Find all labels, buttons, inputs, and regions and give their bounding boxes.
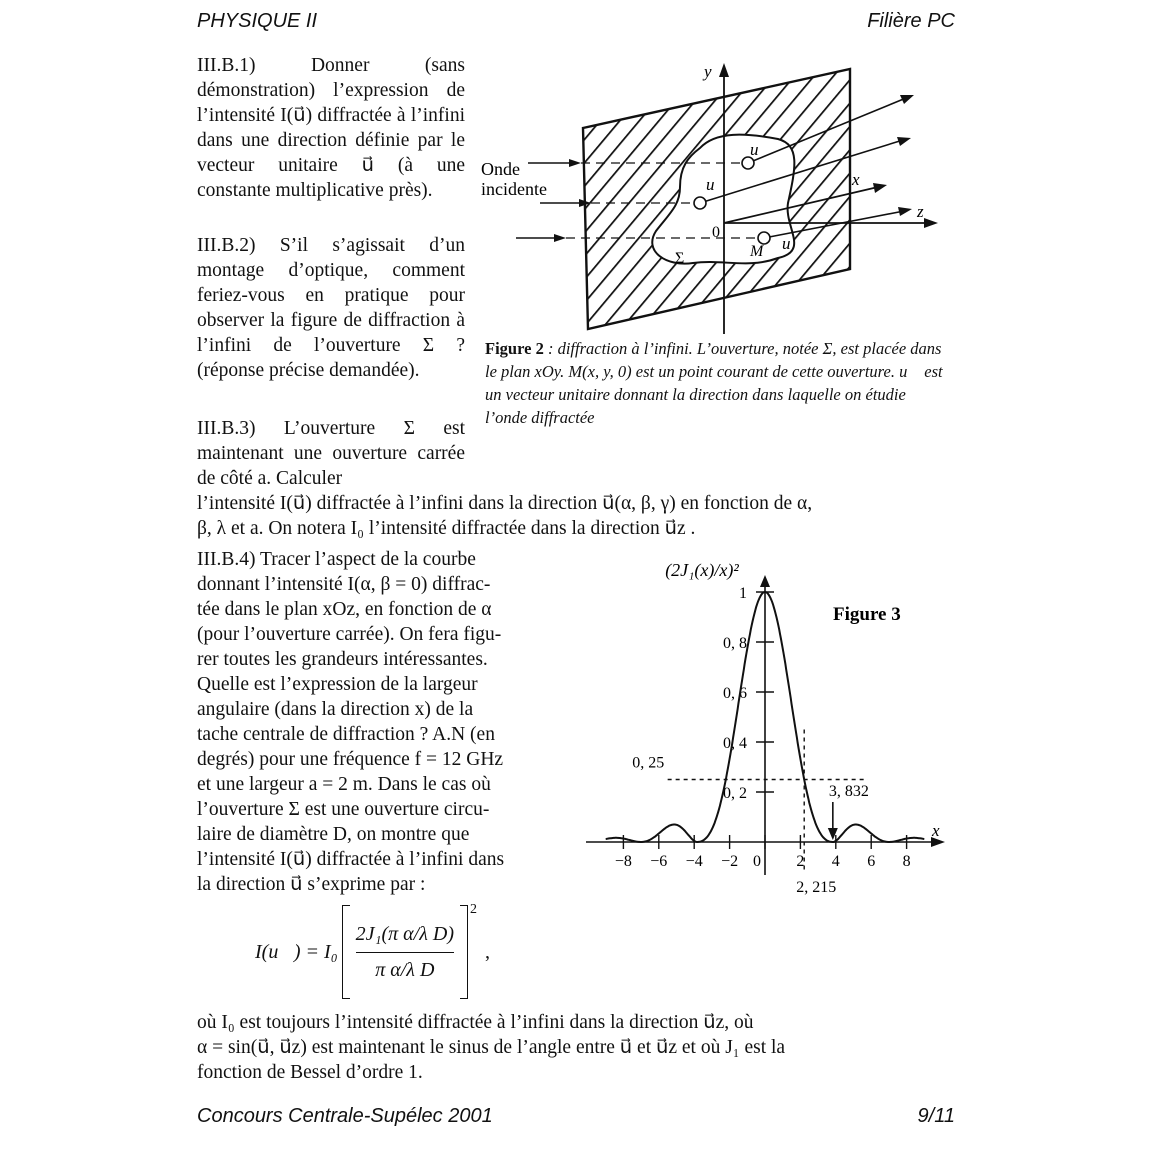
figure-3-chart <box>580 550 960 900</box>
x-tick-label: 0 <box>753 853 761 870</box>
x-tick-label: −8 <box>614 853 632 870</box>
q3-line-1: l’intensité I(u⃗) diffractée à l’infini dans la direction u⃗(α, β, γ) en fonction de α, <box>197 493 813 514</box>
q4-line: Quelle est l’expression de la largeur <box>197 674 478 695</box>
header-right: Filière PC <box>867 10 955 32</box>
chart-y-axis-arrow <box>760 575 770 587</box>
final-line-1: où I₀ est toujours l’intensité diffractée à l’infini dans la direction u⃗z, où <box>197 1012 754 1033</box>
label-z: z <box>917 202 924 221</box>
q4-line: l’ouverture Σ est une ouverture circu- <box>197 799 490 820</box>
q4-line: degrés) pour une fréquence f = 12 GHz <box>197 749 504 770</box>
label-u-2: u⃗ <box>706 175 728 194</box>
figure-2-caption <box>485 337 945 429</box>
formula-lhs: I(u⃗) = I₀ <box>255 940 338 963</box>
chart-title: Figure 3 <box>833 604 901 625</box>
label-onde: Onde <box>481 159 520 179</box>
question-III-B-1: III.B.1) Donner (sans démonstration) l’expression de l’intensité I(u⃗) diffractée à l’infini dans une direction définie par le vecteur unitaire u⃗ (à une constante multiplicative près). <box>197 55 465 201</box>
q4-line: laire de diamètre D, on montre que <box>197 824 470 845</box>
q4-line: donnant l’intensité I(α, β = 0) diffrac- <box>197 574 491 595</box>
chart-x-label: x <box>932 821 940 840</box>
label-origin: 0 <box>712 224 720 241</box>
header-left: PHYSIQUE II <box>197 10 318 32</box>
formula-left-bracket <box>342 905 350 999</box>
q4-line: (pour l’ouverture carrée). On fera figu- <box>197 624 502 645</box>
final-line-3: fonction de Bessel d’ordre 1. <box>197 1062 423 1083</box>
q3-line-2: β, λ et a. On notera I₀ l’intensité diffractée dans la direction u⃗z . <box>197 518 696 539</box>
label-sigma: Σ <box>675 250 685 267</box>
caption-text: : diffraction à l’infini. L’ouverture, notée Σ, est placée dans le plan xOy. M(x, y, 0) est un point courant de cette ouverture. u⃗ est un vecteur unitaire donnant la direction dans laquelle on étudie l’onde diffractée <box>485 339 943 427</box>
y-tick-label: 0, 8 <box>723 635 747 652</box>
q4-line: angulaire (dans la direction x) de la <box>197 699 474 720</box>
label-x: x <box>852 170 860 189</box>
y-tick-label: 0, 2 <box>723 785 747 802</box>
first-zero-label: 3, 832 <box>828 783 869 800</box>
formula-denominator: π α/λ D <box>375 958 435 981</box>
question-III-B-3-start: III.B.3) L’ouverture Σ est maintenant une ouverture carrée de côté a. Calculer <box>197 418 465 489</box>
q4-line: rer toutes les grandeurs intéressantes. <box>197 649 488 670</box>
x-tick-label: −2 <box>721 853 739 870</box>
x-tick-label: 4 <box>831 853 840 870</box>
half-width-label: 2, 215 <box>796 879 837 896</box>
footer-left: Concours Centrale-Supélec 2001 <box>197 1105 493 1127</box>
formula-exponent: 2 <box>470 902 477 917</box>
formula-right-bracket <box>460 905 468 999</box>
label-u-3: u⃗ <box>782 234 804 253</box>
q4-line: III.B.4) Tracer l’aspect de la courbe <box>197 549 476 570</box>
label-M: M <box>750 243 764 260</box>
y-tick-label: 0, 6 <box>723 685 747 702</box>
x-tick-label: −4 <box>685 853 703 870</box>
question-III-B-4 <box>197 547 572 897</box>
q4-line: et une largeur a = 2 m. Dans le cas où <box>197 774 491 795</box>
q4-line: tée dans le plan xOz, en fonction de α <box>197 599 492 620</box>
formula-numerator: 2J₁(π α/λ D) <box>355 922 454 945</box>
question-III-B-2: III.B.2) S’il s’agissait d’un montage d’optique, comment feriez-vous en pratique pour observer la figure de diffraction à l’infini de l’ouverture Σ ? (réponse précise demandée). <box>197 235 465 381</box>
intensity-formula <box>255 902 490 1002</box>
chart-y-label: (2J₁(x)/x)² <box>665 560 739 580</box>
q4-line: l’intensité I(u⃗) diffractée à l’infini dans <box>197 849 505 870</box>
label-y: y <box>704 62 712 81</box>
figure-2-diagram <box>478 55 958 337</box>
x-tick-label: −6 <box>650 853 668 870</box>
x-tick-label: 6 <box>867 853 876 870</box>
formula-trailing: , <box>485 940 490 963</box>
q4-line: la direction u⃗ s’exprime par : <box>197 874 426 895</box>
label-u-1: u⃗ <box>750 140 772 159</box>
final-paragraph <box>197 1010 957 1085</box>
x-tick-label: 8 <box>902 853 911 870</box>
y-tick-label: 1 <box>739 585 747 602</box>
q4-line: tache centrale de diffraction ? A.N (en <box>197 724 495 745</box>
question-III-B-3-cont <box>197 491 957 541</box>
y-tick-label: 0, 4 <box>723 735 747 752</box>
final-line-2: α = sin(u⃗, u⃗z) est maintenant le sinus de l’angle entre u⃗ et u⃗z et où J₁ est la <box>197 1037 786 1058</box>
caption-title: Figure 2 <box>485 339 544 358</box>
label-incidente: incidente <box>481 179 547 199</box>
half-level-label: 0, 25 <box>632 754 665 772</box>
footer-right: 9/11 <box>917 1105 955 1127</box>
x-tick-label: 2 <box>796 853 805 870</box>
